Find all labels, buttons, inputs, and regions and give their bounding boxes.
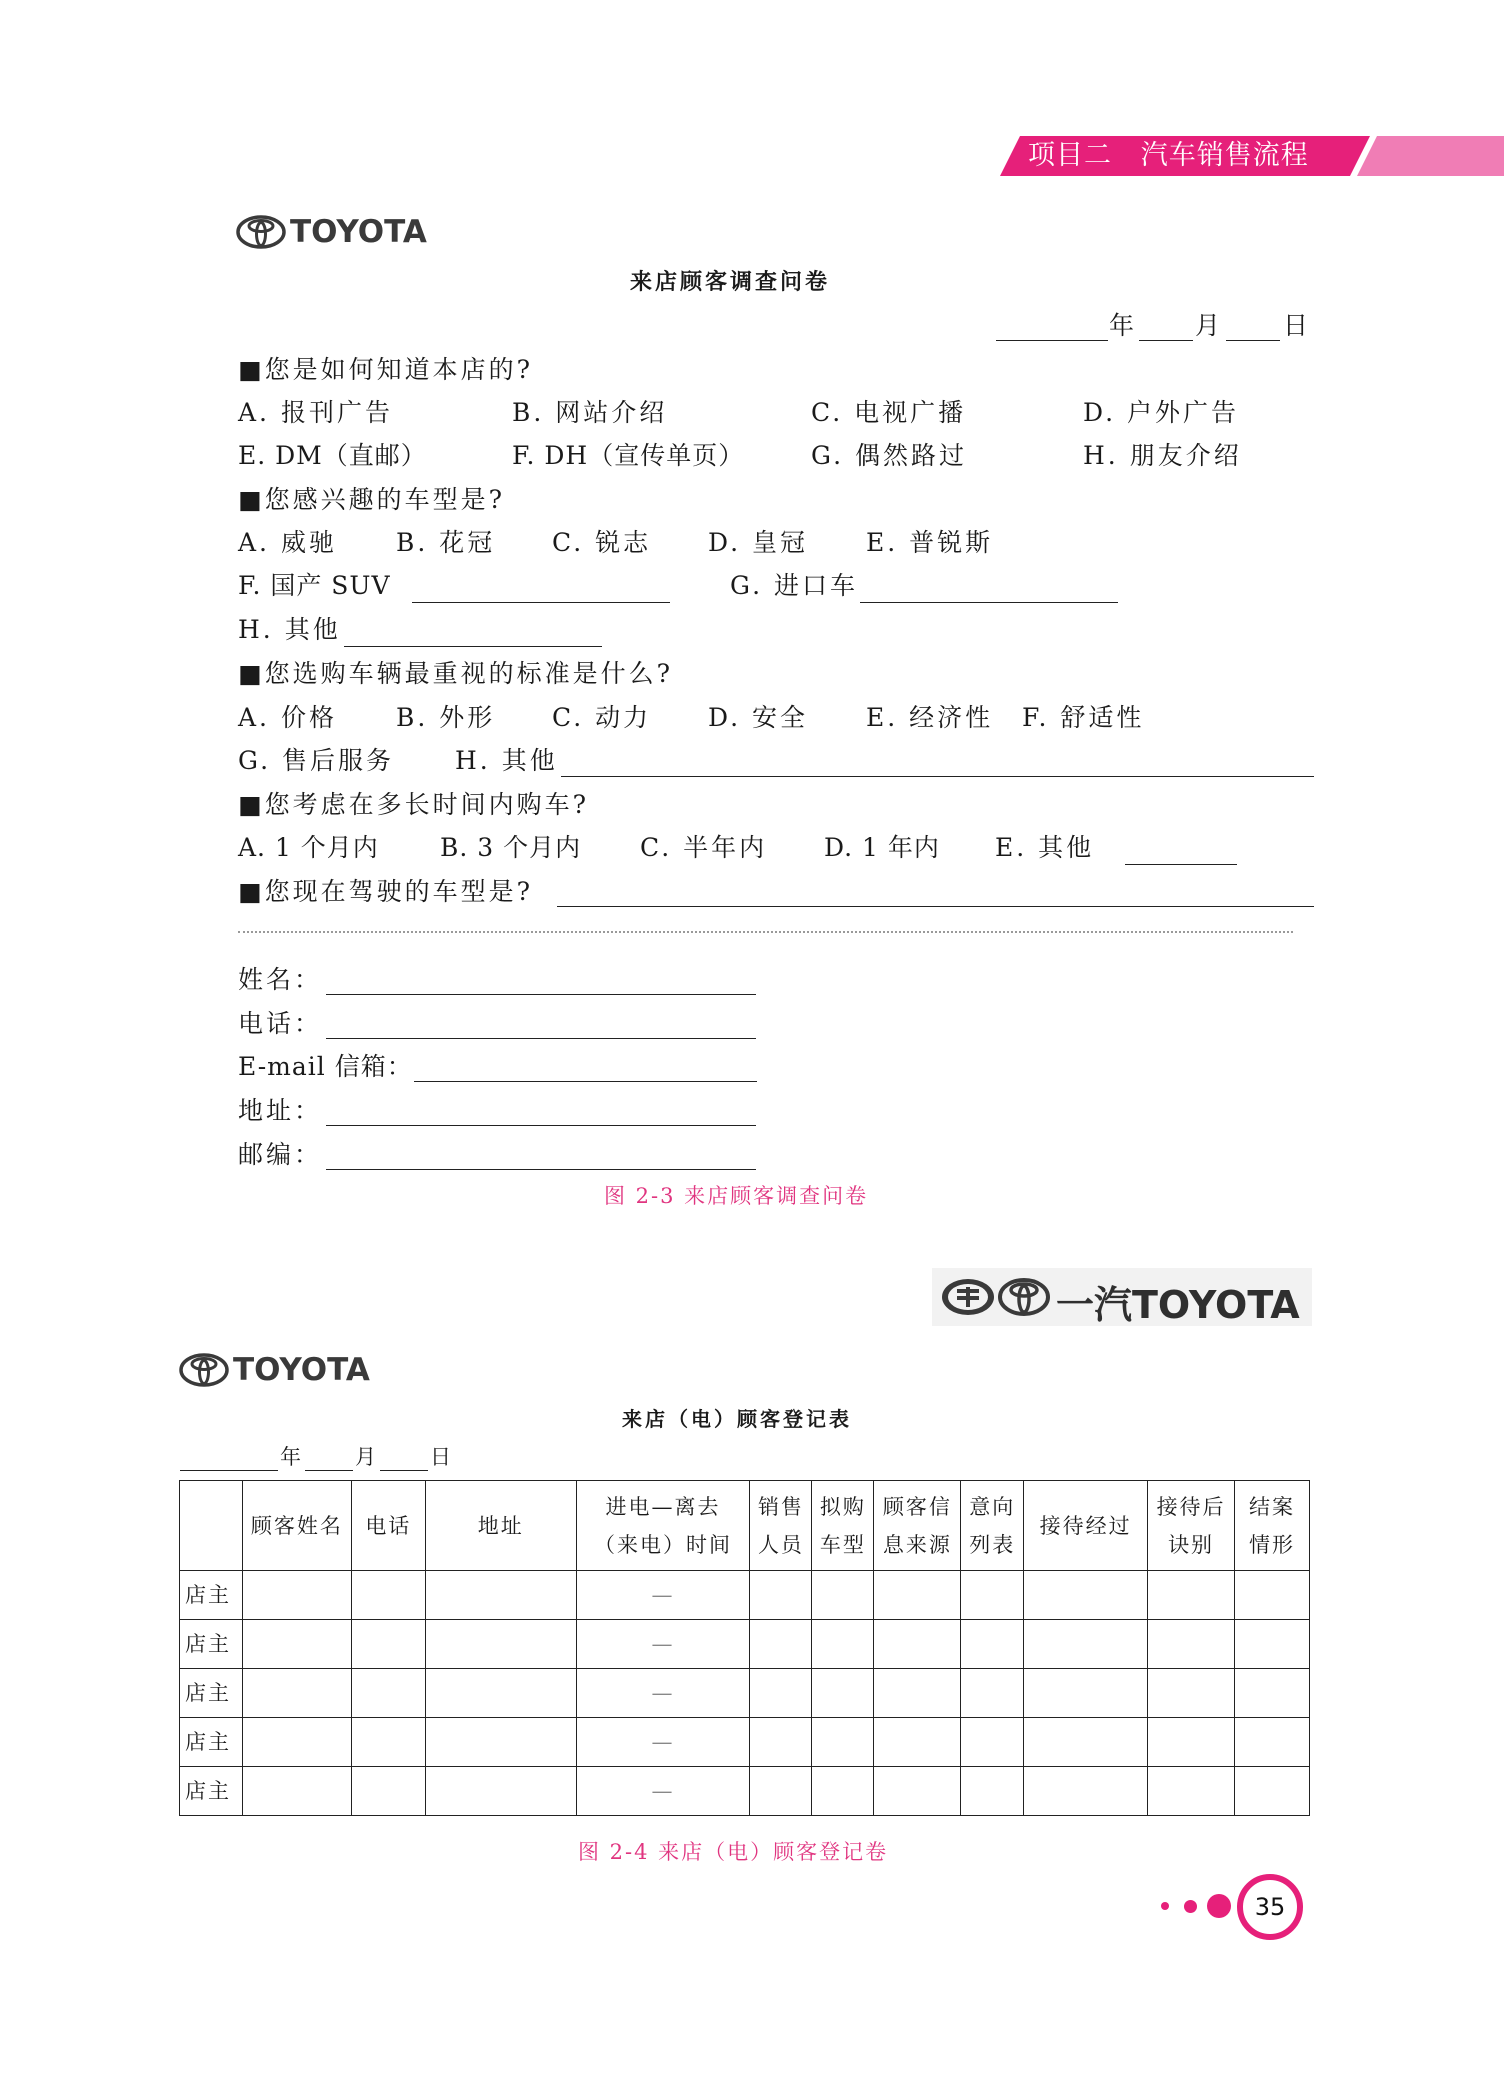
q1-option[interactable]: C. 电视广播 — [811, 398, 967, 427]
name-field[interactable] — [326, 994, 756, 995]
table-cell[interactable] — [961, 1669, 1024, 1718]
table-header-cell: 接待后 诀别 — [1148, 1481, 1235, 1571]
q3-option[interactable]: F. 舒适性 — [1022, 703, 1145, 732]
question-3: ■您选购车辆最重视的标准是什么? — [238, 659, 674, 688]
table-cell[interactable] — [1024, 1620, 1148, 1669]
table-header-cell: 电话 — [351, 1481, 425, 1571]
table-cell[interactable] — [1148, 1669, 1235, 1718]
survey-date-year-label: 年 — [1109, 311, 1138, 340]
table-cell[interactable] — [961, 1718, 1024, 1767]
table-cell[interactable] — [961, 1620, 1024, 1669]
time-cell[interactable]: — — [576, 1571, 750, 1620]
q3-option[interactable]: A. 价格 — [238, 703, 337, 732]
table-row — [180, 1620, 1310, 1669]
table-header-cell: 接待经过 — [1024, 1481, 1148, 1571]
table-row — [180, 1571, 1310, 1620]
q2-option[interactable]: D. 皇冠 — [708, 528, 809, 557]
table-cell[interactable] — [812, 1620, 874, 1669]
address-label: 地址： — [238, 1096, 323, 1125]
row-label: 店主 — [180, 1767, 243, 1816]
time-cell[interactable]: — — [576, 1620, 750, 1669]
table-header-cell: 意向 列表 — [961, 1481, 1024, 1571]
toyota-emblem-icon — [236, 215, 286, 249]
register-date-month-blank[interactable] — [305, 1470, 353, 1471]
q3-option[interactable]: H. 其他 — [455, 746, 558, 775]
table-cell[interactable] — [750, 1767, 812, 1816]
table-cell[interactable] — [1024, 1669, 1148, 1718]
page-number: 35 — [1237, 1874, 1303, 1940]
email-field[interactable] — [414, 1081, 757, 1082]
table-row — [180, 1718, 1310, 1767]
q3-option[interactable]: B. 外形 — [396, 703, 496, 732]
register-date-year-label: 年 — [280, 1445, 301, 1469]
q2-option[interactable]: F. 国产 SUV — [238, 571, 391, 600]
q2-suv-blank[interactable] — [412, 602, 670, 603]
q1-option[interactable]: F. DH（宣传单页） — [512, 441, 745, 470]
email-label: E-mail 信箱： — [238, 1052, 413, 1081]
table-cell[interactable] — [425, 1571, 576, 1620]
register-table — [179, 1480, 1310, 1816]
table-cell[interactable] — [1235, 1620, 1310, 1669]
table-cell[interactable] — [750, 1620, 812, 1669]
q2-option[interactable]: C. 锐志 — [552, 528, 652, 557]
faw-toyota-wordmark: 一汽TOYOTA — [1056, 1283, 1300, 1327]
q2-option[interactable]: B. 花冠 — [396, 528, 496, 557]
q2-option[interactable]: A. 威驰 — [238, 528, 337, 557]
table-cell[interactable] — [1235, 1571, 1310, 1620]
q2-import-blank[interactable] — [860, 602, 1118, 603]
toyota-logo — [179, 1352, 370, 1388]
q1-option[interactable]: B. 网站介绍 — [512, 398, 668, 427]
survey-date-month-blank[interactable] — [1139, 306, 1193, 341]
table-cell[interactable] — [874, 1767, 961, 1816]
table-cell[interactable] — [242, 1718, 351, 1767]
table-header-cell: 地址 — [425, 1481, 576, 1571]
q1-option[interactable]: D. 户外广告 — [1083, 398, 1240, 427]
survey-date-day-blank[interactable] — [1226, 306, 1280, 341]
table-cell[interactable] — [750, 1718, 812, 1767]
faw-toyota-logo — [932, 1268, 1312, 1326]
table-cell[interactable] — [750, 1571, 812, 1620]
row-label: 店主 — [180, 1620, 243, 1669]
register-date-month-label: 月 — [355, 1445, 376, 1469]
table-cell[interactable] — [1148, 1767, 1235, 1816]
table-cell[interactable] — [1235, 1767, 1310, 1816]
decorative-dot — [1184, 1900, 1197, 1913]
q4-option[interactable]: D. 1 年内 — [824, 833, 940, 862]
table-cell[interactable] — [351, 1767, 425, 1816]
table-cell[interactable] — [351, 1620, 425, 1669]
table-header-cell: 拟购 车型 — [812, 1481, 874, 1571]
table-cell[interactable] — [961, 1571, 1024, 1620]
table-cell[interactable] — [1148, 1620, 1235, 1669]
name-label: 姓名： — [238, 965, 323, 994]
register-date-year-blank[interactable] — [180, 1470, 278, 1471]
q1-option[interactable]: A. 报刊广告 — [238, 398, 393, 427]
survey-title: 来店顾客调查问卷 — [630, 270, 831, 295]
survey-date-month-label: 月 — [1195, 311, 1224, 340]
table-cell[interactable] — [425, 1767, 576, 1816]
table-cell[interactable] — [242, 1767, 351, 1816]
table-cell[interactable] — [1024, 1718, 1148, 1767]
address-field[interactable] — [326, 1125, 756, 1126]
q1-option[interactable]: E. DM（直邮） — [238, 441, 427, 470]
table-cell[interactable] — [425, 1669, 576, 1718]
postcode-label: 邮编： — [238, 1140, 323, 1169]
q2-other-blank[interactable] — [344, 646, 602, 647]
table-cell[interactable] — [351, 1669, 425, 1718]
table-cell[interactable] — [1235, 1718, 1310, 1767]
toyota-wordmark: TOYOTA — [290, 214, 427, 250]
toyota-emblem-icon — [998, 1277, 1050, 1317]
postcode-field[interactable] — [326, 1169, 756, 1170]
table-header-cell: 顾客姓名 — [242, 1481, 351, 1571]
toyota-emblem-icon — [179, 1353, 229, 1387]
table-header-cell: 销售 人员 — [750, 1481, 812, 1571]
q3-option[interactable]: C. 动力 — [552, 703, 652, 732]
phone-field[interactable] — [326, 1038, 756, 1039]
time-cell[interactable]: — — [576, 1669, 750, 1718]
register-date-day-blank[interactable] — [380, 1470, 428, 1471]
q3-option[interactable]: E. 经济性 — [866, 703, 994, 732]
table-cell[interactable] — [874, 1571, 961, 1620]
figure-caption-2-3: 图 2-3 来店顾客调查问卷 — [604, 1184, 869, 1208]
register-date-day-label: 日 — [430, 1445, 451, 1469]
q4-option[interactable]: A. 1 个月内 — [238, 833, 379, 862]
table-cell[interactable] — [750, 1669, 812, 1718]
section-title: 项目二 汽车销售流程 — [1028, 140, 1309, 171]
time-cell[interactable]: — — [576, 1718, 750, 1767]
figure-caption-2-4: 图 2-4 来店（电）顾客登记卷 — [578, 1840, 889, 1864]
q3-option[interactable]: G. 售后服务 — [238, 746, 394, 775]
row-label: 店主 — [180, 1718, 243, 1767]
table-cell[interactable] — [242, 1669, 351, 1718]
q3-option[interactable]: D. 安全 — [708, 703, 809, 732]
q4-option[interactable]: C. 半年内 — [640, 833, 768, 862]
question-2: ■您感兴趣的车型是? — [238, 485, 506, 514]
table-cell[interactable] — [874, 1620, 961, 1669]
toyota-wordmark: TOYOTA — [233, 1352, 370, 1388]
dotted-separator — [238, 931, 1293, 933]
question-5: ■您现在驾驶的车型是? — [238, 877, 534, 906]
decorative-dot — [1161, 1902, 1169, 1910]
q5-answer-blank[interactable] — [557, 906, 1314, 907]
time-cell[interactable]: — — [576, 1767, 750, 1816]
table-cell[interactable] — [242, 1620, 351, 1669]
toyota-logo — [236, 214, 427, 250]
q1-option[interactable]: G. 偶然路过 — [811, 441, 967, 470]
table-cell[interactable] — [425, 1620, 576, 1669]
table-cell[interactable] — [874, 1718, 961, 1767]
decorative-dot — [1207, 1894, 1231, 1918]
table-row — [180, 1669, 1310, 1718]
table-cell[interactable] — [1235, 1669, 1310, 1718]
q4-option[interactable]: E. 其他 — [995, 833, 1095, 862]
table-cell[interactable] — [351, 1571, 425, 1620]
survey-date-year-blank[interactable] — [996, 306, 1108, 341]
q3-other-blank[interactable] — [561, 776, 1314, 777]
table-cell[interactable] — [425, 1718, 576, 1767]
survey-date-day-label: 日 — [1283, 311, 1312, 340]
table-cell[interactable] — [1024, 1767, 1148, 1816]
question-4: ■您考虑在多长时间内购车? — [238, 790, 590, 819]
q2-option[interactable]: G. 进口车 — [730, 571, 858, 600]
row-label: 店主 — [180, 1669, 243, 1718]
q4-option[interactable]: B. 3 个月内 — [440, 833, 582, 862]
table-cell[interactable] — [242, 1571, 351, 1620]
register-title: 来店（电）顾客登记表 — [622, 1407, 852, 1431]
table-header-cell: 结案 情形 — [1235, 1481, 1310, 1571]
table-cell[interactable] — [1148, 1718, 1235, 1767]
question-1: ■您是如何知道本店的? — [238, 355, 534, 384]
table-cell[interactable] — [812, 1669, 874, 1718]
phone-label: 电话： — [238, 1009, 323, 1038]
q2-option[interactable]: H. 其他 — [238, 615, 341, 644]
table-cell[interactable] — [812, 1767, 874, 1816]
table-cell[interactable] — [812, 1718, 874, 1767]
row-label: 店主 — [180, 1571, 243, 1620]
table-cell[interactable] — [874, 1669, 961, 1718]
table-header-cell — [180, 1481, 243, 1571]
table-cell[interactable] — [812, 1571, 874, 1620]
table-cell[interactable] — [351, 1718, 425, 1767]
q2-option[interactable]: E. 普锐斯 — [866, 528, 994, 557]
q4-other-blank[interactable] — [1125, 864, 1237, 865]
table-cell[interactable] — [961, 1767, 1024, 1816]
table-cell[interactable] — [1024, 1571, 1148, 1620]
table-row — [180, 1767, 1310, 1816]
table-header-row — [180, 1481, 1310, 1571]
table-header-cell: 进电—离去 （来电）时间 — [576, 1481, 750, 1571]
table-cell[interactable] — [1148, 1571, 1235, 1620]
table-header-cell: 顾客信 息来源 — [874, 1481, 961, 1571]
q1-option[interactable]: H. 朋友介绍 — [1083, 441, 1242, 470]
faw-emblem-icon — [940, 1276, 996, 1318]
